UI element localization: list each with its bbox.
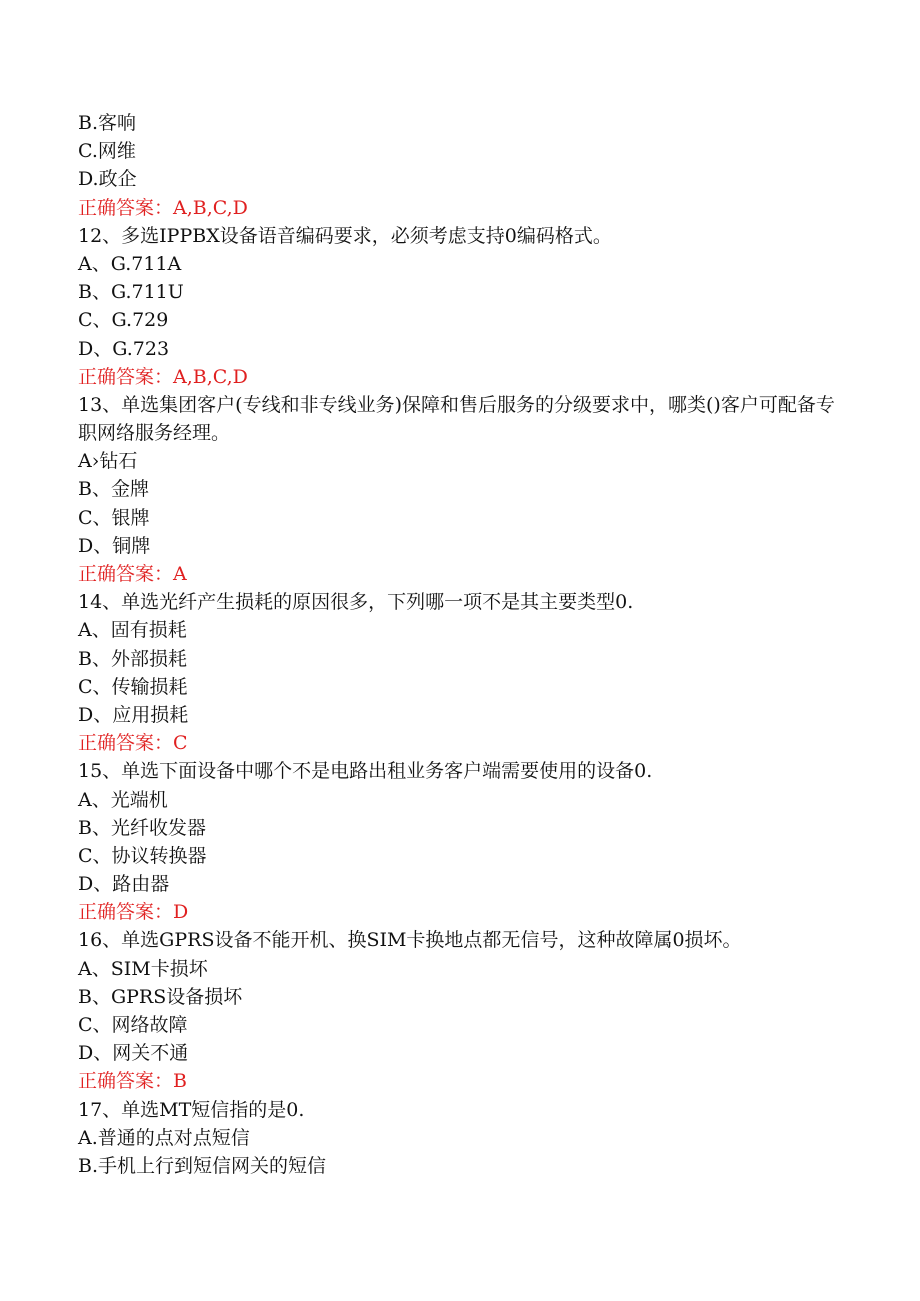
question-line: 13、单选集团客户(专线和非专线业务)保障和售后服务的分级要求中，哪类()客户可配备专职网络服务经理。 (78, 393, 835, 445)
option-line: D、网关不通 (78, 1042, 189, 1065)
option-line: A、SIM卡损坏 (78, 957, 208, 980)
answer-line: 正确答案：A,B,C,D (78, 196, 248, 219)
option-line: C、协议转换器 (78, 844, 207, 867)
option-line: C、银牌 (78, 506, 150, 529)
option-line: C.网维 (78, 140, 136, 163)
answer-line: 正确答案：A,B,C,D (78, 365, 248, 388)
option-line: B、GPRS设备损坏 (78, 985, 243, 1008)
question-line: 15、单选下面设备中哪个不是电路出租业务客户端需要使用的设备0. (78, 760, 653, 783)
option-line: A、光端机 (78, 788, 168, 811)
option-line: A、固有损耗 (78, 619, 187, 642)
answer-line: 正确答案：C (78, 732, 188, 755)
answer-line: 正确答案：D (78, 901, 189, 924)
option-line: C、网络故障 (78, 1014, 188, 1037)
option-line: D、路由器 (78, 873, 170, 896)
option-line: D、G.723 (78, 337, 170, 360)
answer-line: 正确答案：B (78, 1070, 187, 1093)
document-page (78, 109, 848, 1180)
question-line: 12、多选IPPBX设备语音编码要求，必须考虑支持0编码格式。 (78, 224, 612, 247)
question-line: 14、单选光纤产生损耗的原因很多，下列哪一项不是其主要类型0. (78, 591, 634, 614)
option-line: B、光纤收发器 (78, 816, 206, 839)
question-line: 17、单选MT短信指的是0. (78, 1098, 305, 1121)
answer-line: 正确答案：A (78, 563, 187, 586)
option-line: C、传输损耗 (78, 675, 188, 698)
option-line: B、外部损耗 (78, 647, 187, 670)
option-line: B.手机上行到短信网关的短信 (78, 1154, 327, 1177)
question-line: 16、单选GPRS设备不能开机、换SIM卡换地点都无信号，这种故障属0损坏。 (78, 929, 742, 952)
option-line: D、铜牌 (78, 534, 151, 557)
option-line: B.客响 (78, 112, 137, 134)
option-line: D、应用损耗 (78, 703, 189, 726)
option-line: D.政企 (78, 168, 137, 191)
option-line: B、金牌 (78, 478, 149, 501)
option-line: A、G.711A (78, 252, 182, 275)
option-line: A›钻石 (78, 450, 138, 473)
option-line: A.普通的点对点短信 (78, 1126, 250, 1149)
option-line: C、G.729 (78, 309, 169, 332)
option-line: B、G.711U (78, 281, 184, 304)
